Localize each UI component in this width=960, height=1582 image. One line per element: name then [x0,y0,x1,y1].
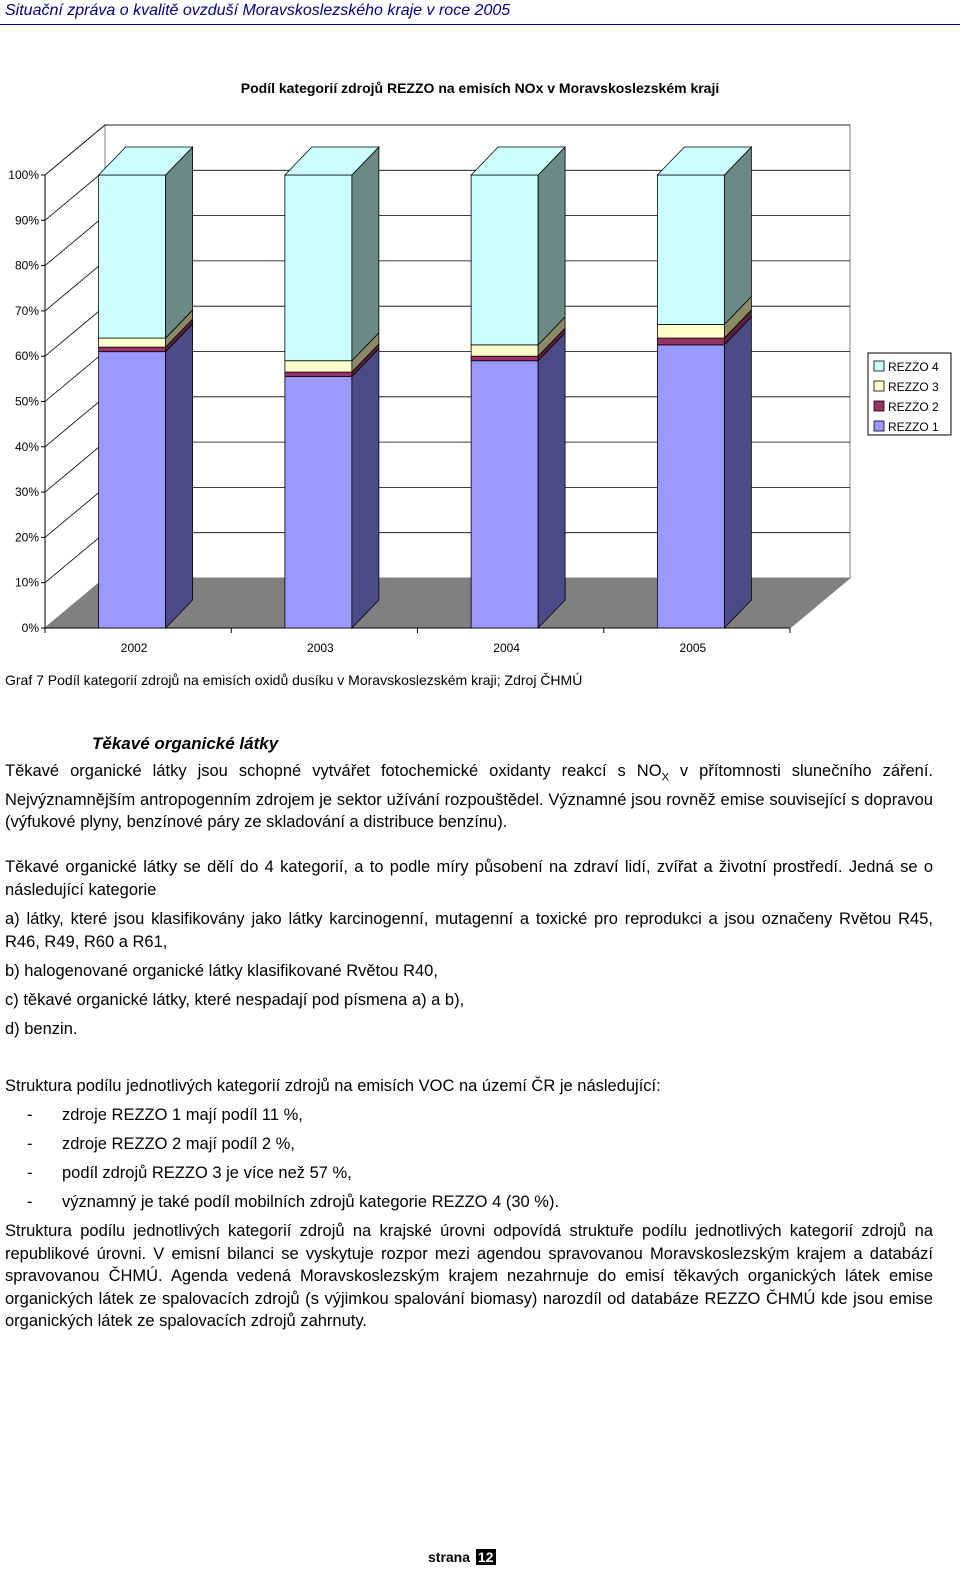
legend-swatch [874,361,884,371]
bar-segment-rezzo-1 [285,377,352,628]
footer-label: strana [428,1549,471,1565]
stacked-bar-chart [0,110,960,660]
bar-side-rezzo-4 [724,147,751,324]
bar-side-rezzo-1 [166,324,193,628]
list-item-text: významný je také podíl mobilních zdrojů kategorie REZZO 4 (30 %). [62,1193,560,1211]
list-item [5,1130,933,1159]
bar-segment-rezzo-4 [657,175,724,324]
legend-label: REZZO 2 [888,400,939,414]
bar-segment-rezzo-1 [99,352,166,628]
y-tick-label: 60% [14,349,39,364]
nox-subscript: X [661,771,669,784]
y-tick-label: 20% [14,530,39,545]
x-tick-label: 2004 [493,641,520,655]
bar-segment-rezzo-2 [285,372,352,377]
bar-side-rezzo-1 [538,333,565,628]
paragraph-regional-structure: Struktura podílu jednotlivých kategorií zdrojů na krajské úrovni odpovídá struktuře podílu jednotlivých kategorií zdrojů na republikové úrovni. V emisní bilanci se vyskytuje rozpor mezi agendou spravovanou Moravskoslezským krajem a databází spravovanou ČHMÚ. Agenda vedená Moravskoslezským krajem nezahrnuje do emisí těkavých organických látek emise organických látek ze spalovacích zdrojů (s výjimkou spalování biomasy) narozdíl od databáze REZZO ČHMÚ kde jsou emise organických látek ze spalovacích zdrojů zahrnuty. [5,1222,933,1330]
bar-segment-rezzo-4 [99,175,166,338]
list-item [5,1101,933,1130]
legend-swatch [874,401,884,411]
paragraph-voc-intro [5,760,933,834]
bar-segment-rezzo-2 [471,356,538,361]
bar-segment-rezzo-3 [471,345,538,356]
bar-segment-rezzo-3 [99,338,166,347]
list-item-text: zdroje REZZO 1 mají podíl 11 %, [62,1106,303,1124]
bar-side-rezzo-4 [166,147,193,338]
category-a: a) látky, které jsou klasifikovány jako látky karcinogenní, mutagenní a toxické pro reprodukci a jsou označeny Rvětou R45, R46, R49, R60 a R61, [5,910,933,951]
bar-segment-rezzo-3 [285,361,352,372]
bar-segment-rezzo-3 [657,324,724,338]
legend-swatch [874,421,884,431]
y-tick-label: 70% [14,303,39,318]
x-tick-label: 2005 [679,641,707,655]
paragraph-voc-intro-a: Těkavé organické látky jsou schopné vytvářet fotochemické oxidanty reakcí s NO [5,762,662,780]
legend-label: REZZO 3 [888,380,939,394]
chart-title: Podíl kategorií zdrojů REZZO na emisích NOx v Moravskoslezském kraji [240,80,720,96]
chart-caption: Graf 7 Podíl kategorií zdrojů na emisích oxidů dusíku v Moravskoslezském kraji; Zdroj ČHMÚ [5,672,583,688]
page-number: 12 [477,1549,494,1565]
x-tick-label: 2003 [307,641,334,655]
section-title: Těkavé organické látky [92,734,279,753]
bar-side-rezzo-4 [352,147,379,361]
x-tick-label: 2002 [120,641,148,655]
list-dash: - [27,1193,33,1211]
legend-label: REZZO 4 [888,360,939,374]
bar-side-rezzo-1 [352,349,379,628]
y-tick-label: 0% [21,621,39,635]
list-dash: - [27,1164,33,1182]
y-tick-label: 40% [14,439,39,454]
bar-segment-rezzo-2 [657,338,724,345]
bar-segment-rezzo-4 [285,175,352,361]
category-c: c) těkavé organické látky, které nespadají pod písmena a) a b), [5,991,465,1009]
category-b: b) halogenované organické látky klasifikované Rvětou R40, [5,962,438,980]
list-item-text: zdroje REZZO 2 mají podíl 2 %, [62,1135,295,1153]
list-item [5,1188,933,1217]
y-tick-label: 50% [14,394,39,409]
legend-label: REZZO 1 [888,420,939,434]
category-d: d) benzin. [5,1020,78,1038]
list-item [5,1159,933,1188]
y-tick-label: 90% [14,213,39,228]
list-dash: - [27,1135,33,1153]
document-header: Situační zpráva o kvalitě ovzduší Moravskoslezského kraje v roce 2005 [5,2,511,19]
paragraph-voc-structure: Struktura podílu jednotlivých kategorií zdrojů na emisích VOC na území ČR je následující: [5,1077,661,1095]
bar-side-rezzo-1 [724,317,751,628]
share-list [5,1101,933,1217]
bar-side-rezzo-4 [538,147,565,345]
y-tick-label: 100% [8,168,39,182]
header-rule [0,24,960,25]
bar-segment-rezzo-1 [471,361,538,628]
y-tick-label: 10% [14,575,39,590]
legend-swatch [874,381,884,391]
paragraph-voc-intro-b: v přítomnosti slunečního záření. Nejvýznamnějším antropogenním zdrojem je sektor užívání rozpouštědel. Významné jsou rovněž emise související s dopravou (výfukové plyny, benzínové páry ze skladování a distribuce benzínu). [5,762,934,832]
page-footer [428,1549,496,1565]
list-dash: - [27,1106,33,1124]
bar-segment-rezzo-1 [657,345,724,628]
y-tick-label: 30% [14,485,39,500]
bar-segment-rezzo-4 [471,175,538,345]
paragraph-categories: Těkavé organické látky se dělí do 4 kategorií, a to podle míry působení na zdraví lidí, zvířat a životní prostředí. Jedná se o následující kategorie [5,858,933,899]
bar-segment-rezzo-2 [99,347,166,352]
list-item-text: podíl zdrojů REZZO 3 je více než 57 %, [62,1164,352,1182]
y-tick-label: 80% [14,258,39,273]
